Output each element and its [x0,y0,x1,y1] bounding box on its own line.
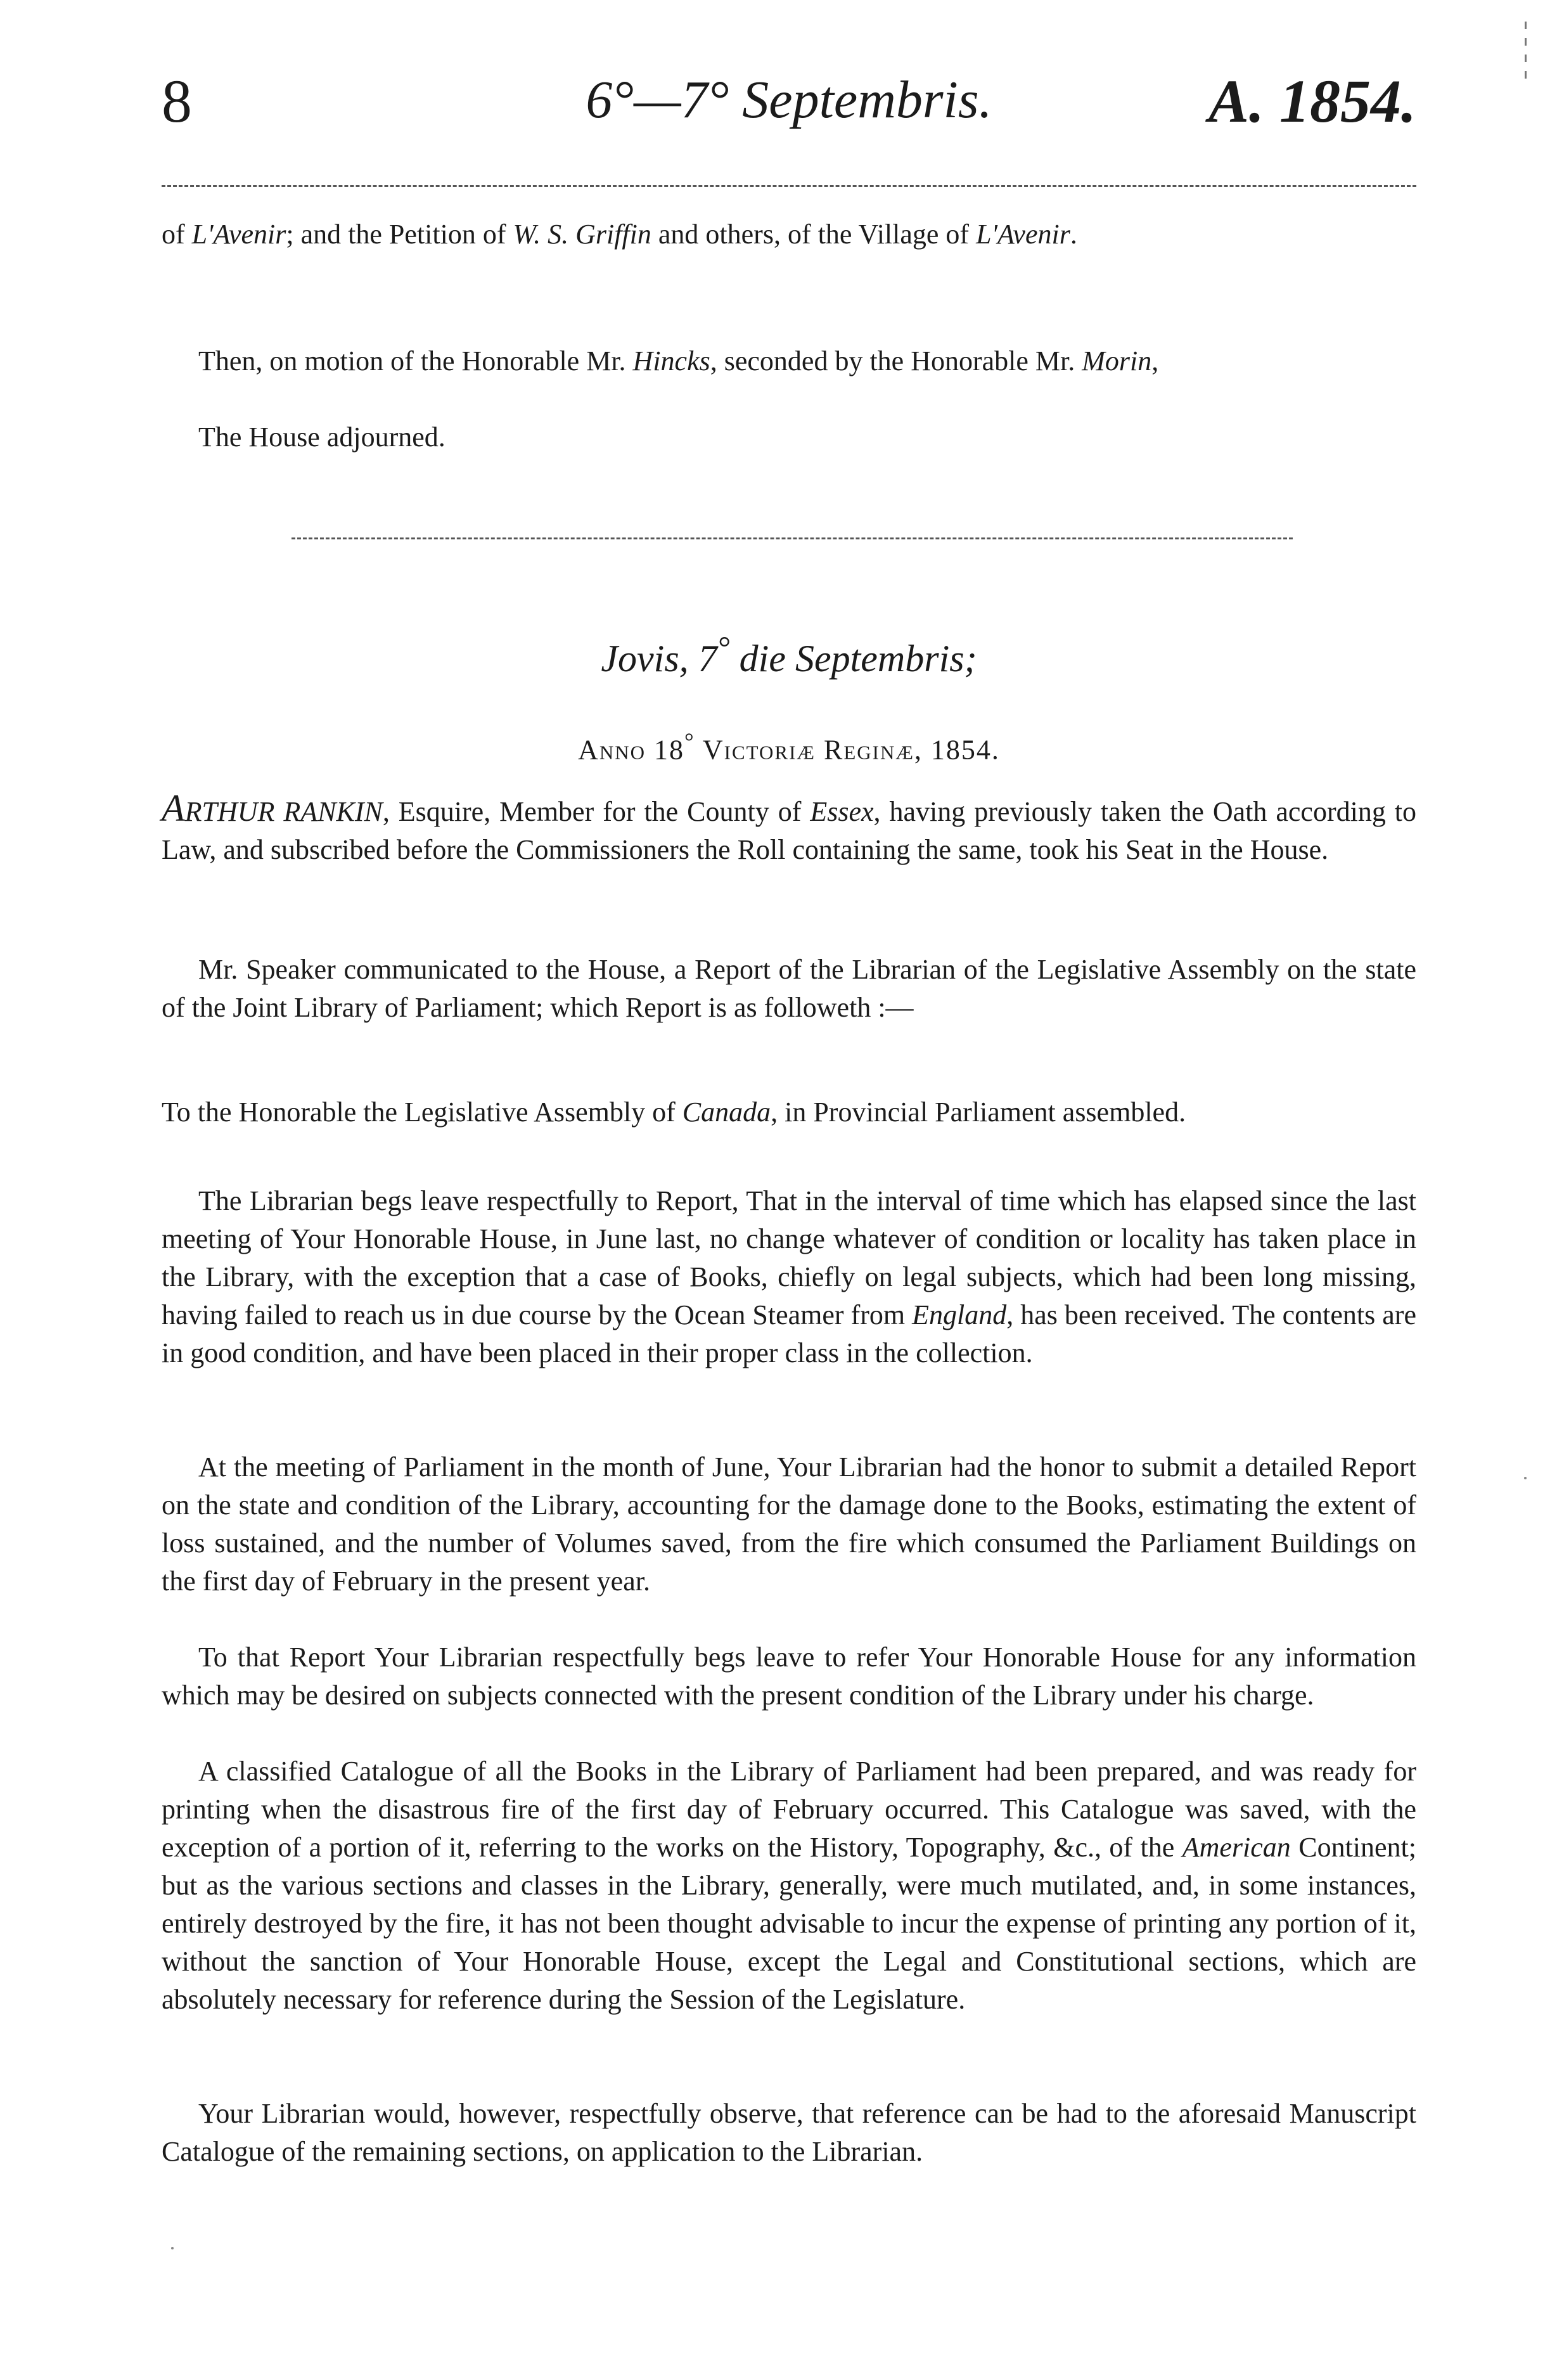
report-paragraph-2: At the meeting of Parliament in the month of June, Your Librarian had the honor to submit a detailed Report on the state and condition of the Library, accounting for the damage done to the Books, estimating the extent of loss sustained, and the number of Volumes saved, from the fire which consumed the Parliament Buildings on the first day of February in the present year. [162,1451,1416,1597]
page-header [162,0,1416,135]
speaker-paragraph: Mr. Speaker communicated to the House, a Report of the Librarian of the Legislative Assembly on the state of the Joint Library of Parliament; which Report is as followeth :— [162,954,1416,1023]
continuation-paragraph: of L'Avenir; and the Petition of W. S. Griffin and others, of the Village of L'Avenir. [162,219,1077,250]
header-rule [162,185,1416,187]
motion-paragraph: Then, on motion of the Honorable Mr. Hincks, seconded by the Honorable Mr. Morin, [198,345,1159,376]
section-rule [292,537,1293,539]
rankin-paragraph: ARTHUR RANKIN, Esquire, Member for the County of Essex, having previously taken the Oath according to Law, and subscribed before the Commissioners the Roll containing the same, took his Seat in the House. [162,787,1417,865]
address-paragraph: To the Honorable the Legislative Assembly of Canada, in Provincial Parliament assembled. [162,1097,1186,1128]
page-number: 8 [162,67,192,135]
regnal-year: Anno 18° Victoriæ Reginæ, 1854. [578,728,1000,766]
page-speck [171,2247,174,2249]
drop-cap: A [162,787,185,829]
page-speck [1524,1477,1527,1479]
report-paragraph-3: To that Report Your Librarian respectfully begs leave to refer Your Honorable House for any information which may be desired on subjects connected with the present condition of the Library under his charge. [162,1642,1416,1711]
report-paragraph-5: Your Librarian would, however, respectfully observe, that reference can be had to the aforesaid Manuscript Catalogue of the remaining sections, on application to the Librarian. [162,2098,1416,2167]
margin-marks [1519,13,1532,177]
report-paragraph-1: The Librarian begs leave respectfully to Report, That in the interval of time which has elapsed since the last meeting of Your Honorable House, in June last, no change whatever of condition or locality has taken place in the Library, with the exception that a case of Books, chiefly on legal subjects, which had been long missing, having failed to reach us in due course by the Ocean Steamer from England, has been received. The contents are in good condition, and have been placed in their proper class in the collection. [162,1185,1416,1368]
running-date: 6°—7° Septembris. [586,70,992,129]
running-year: A. 1854. [1208,67,1416,135]
adjourned-line: The House adjourned. [198,421,445,453]
document-page [162,0,1417,2167]
report-paragraph-4: A classified Catalogue of all the Books in the Library of Parliament had been prepared, and was ready for printing when the disastrous fire of the first day of February occurred. This Catalogue was saved, with the exception of a portion of it, referring to the works on the History, Topography, &c., of the American Continent; but as the various sections and classes in the Library, generally, were much mutilated, and, in some instances, entirely destroyed by the fire, it has not been thought advisable to incur the expense of printing any portion of it, without the sanction of Your Honorable House, except the Legal and Constitutional sections, which are absolutely necessary for reference during the Session of the Legislature. [162,1756,1416,2015]
day-heading: Jovis, 7° die Septembris; [601,629,977,679]
